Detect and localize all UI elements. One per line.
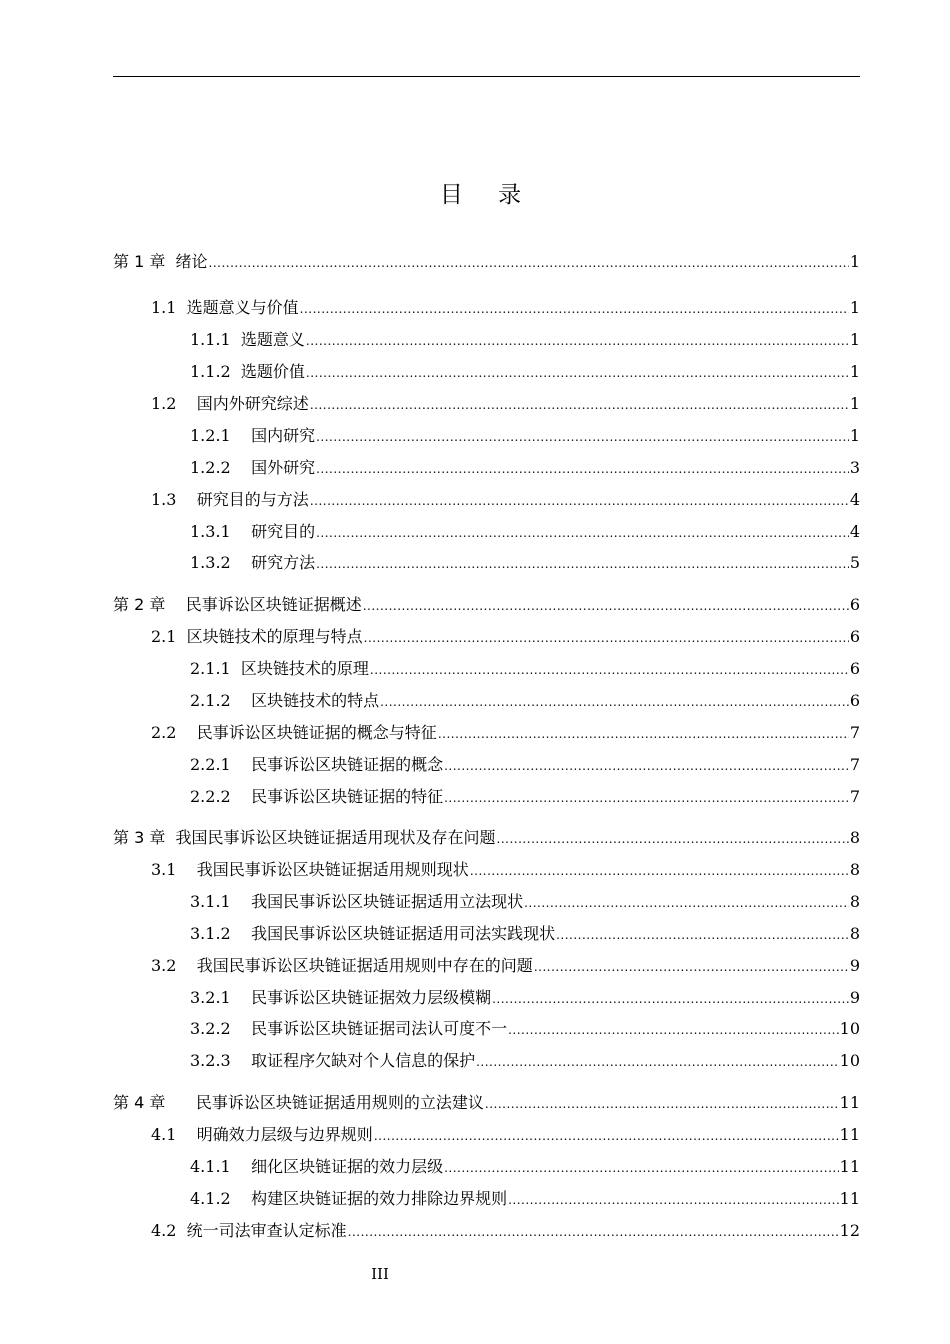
toc-entry-label: 研究目的 <box>251 522 316 541</box>
toc-entry-label: 区块链技术的特点 <box>251 691 380 710</box>
toc-entry-page: 6 <box>849 595 860 614</box>
toc-entry-number: 2.2.1 <box>190 755 252 774</box>
toc-dot-leader <box>380 690 849 714</box>
toc-entry-number: 2.1 <box>151 627 187 646</box>
toc-entry-number: 3.2 <box>151 956 197 975</box>
toc-entry-label: 我国民事诉讼区块链证据适用立法现状 <box>251 892 524 911</box>
toc-entry-number: 3.1.1 <box>190 892 252 911</box>
toc-dot-leader <box>470 859 849 883</box>
toc-entry-number: 4.1 <box>151 1125 197 1144</box>
toc-entry-label: 民事诉讼区块链证据适用规则的立法建议 <box>195 1093 484 1112</box>
toc-entry[interactable] <box>190 1187 860 1211</box>
toc-entry-page: 1 <box>849 426 860 445</box>
toc-entry-page: 7 <box>849 755 860 774</box>
toc-dot-leader <box>492 987 849 1011</box>
toc-entry-page: 8 <box>849 860 860 879</box>
toc-entry-label: 民事诉讼区块链证据的特征 <box>251 787 444 806</box>
toc-entry-page: 6 <box>849 659 860 678</box>
toc-dot-leader <box>476 1050 839 1074</box>
toc-entry-number: 1.1.2 <box>190 362 241 381</box>
toc-entry[interactable] <box>151 954 860 978</box>
toc-entry-number: 3.2.2 <box>190 1019 252 1038</box>
toc-entry-number: 第 4 章 <box>113 1093 196 1112</box>
toc-entry[interactable] <box>151 1219 860 1243</box>
toc-entry-label: 选题意义 <box>240 330 305 349</box>
toc-entry[interactable] <box>190 657 860 681</box>
toc-dot-leader <box>370 658 849 682</box>
toc-entry-label: 民事诉讼区块链证据效力层级模糊 <box>251 988 492 1007</box>
toc-entry-page: 10 <box>839 1051 860 1070</box>
toc-entry-page: 9 <box>849 988 860 1007</box>
toc-dot-leader <box>300 297 849 321</box>
page-title: 目 录 <box>439 182 536 208</box>
toc-entry-number: 1.2.2 <box>190 458 252 477</box>
toc-entry-number: 3.2.1 <box>190 988 252 1007</box>
page-number: III <box>371 1265 389 1283</box>
toc-entry-number: 2.1.1 <box>190 659 241 678</box>
toc-entry[interactable] <box>151 721 860 745</box>
toc-entry-page: 5 <box>849 553 860 572</box>
toc-entry-page: 8 <box>849 828 860 847</box>
toc-entry[interactable] <box>190 551 860 575</box>
toc-entry-page: 7 <box>849 723 860 742</box>
toc-dot-leader <box>310 489 849 513</box>
toc-entry-page: 12 <box>839 1221 860 1240</box>
toc-entry[interactable] <box>190 360 860 384</box>
toc-dot-leader <box>508 1188 839 1212</box>
toc-dot-leader <box>374 1124 839 1148</box>
toc-entry-number: 1.1.1 <box>190 330 241 349</box>
toc-entry[interactable] <box>190 753 860 777</box>
toc-entry[interactable] <box>151 488 860 512</box>
toc-dot-leader <box>316 521 849 545</box>
toc-dot-leader <box>348 1220 839 1244</box>
toc-dot-leader <box>364 626 849 650</box>
toc-entry-number: 1.1 <box>151 298 187 317</box>
toc-dot-leader <box>306 361 849 385</box>
toc-entry-label: 我国民事诉讼区块链证据适用司法实践现状 <box>251 924 556 943</box>
toc-entry[interactable] <box>190 986 860 1010</box>
toc-entry[interactable] <box>190 424 860 448</box>
toc-entry-number: 1.3.1 <box>190 522 252 541</box>
toc-entry-number: 3.2.3 <box>190 1051 252 1070</box>
toc-entry-number: 第 2 章 <box>113 595 186 614</box>
toc-dot-leader <box>444 786 849 810</box>
toc-dot-leader <box>485 1092 839 1116</box>
toc-entry-label: 研究目的与方法 <box>196 490 309 509</box>
toc-dot-leader <box>444 754 849 778</box>
toc-entry-label: 我国民事诉讼区块链证据适用现状及存在问题 <box>175 828 496 847</box>
toc-entry-number: 1.2.1 <box>190 426 252 445</box>
toc-entry-number: 1.3.2 <box>190 553 252 572</box>
toc-entry-page: 7 <box>849 787 860 806</box>
toc-entry-label: 国内外研究综述 <box>196 394 309 413</box>
toc-dot-leader <box>316 457 849 481</box>
toc-entry[interactable] <box>151 392 860 416</box>
toc-dot-leader <box>316 425 849 449</box>
toc-dot-leader <box>497 827 849 851</box>
toc-entry[interactable] <box>190 328 860 352</box>
toc-entry-label: 细化区块链证据的效力层级 <box>251 1157 444 1176</box>
toc-entry-page: 6 <box>849 627 860 646</box>
toc-entry-label: 选题意义与价值 <box>186 298 299 317</box>
toc-entry[interactable] <box>190 1017 860 1041</box>
toc-entry[interactable] <box>190 1155 860 1179</box>
toc-dot-leader <box>556 923 849 947</box>
toc-entry[interactable] <box>151 858 860 882</box>
toc-dot-leader <box>508 1018 839 1042</box>
toc-dot-leader <box>306 329 849 353</box>
toc-entry[interactable] <box>190 1049 860 1073</box>
toc-dot-leader <box>363 594 849 618</box>
toc-entry-label: 民事诉讼区块链证据概述 <box>185 595 362 614</box>
toc-entry-number: 第 3 章 <box>113 828 176 847</box>
toc-entry-page: 8 <box>849 892 860 911</box>
toc-entry[interactable] <box>190 520 860 544</box>
toc-entry-number: 4.1.1 <box>190 1157 252 1176</box>
toc-entry-page: 11 <box>839 1189 860 1208</box>
toc-entry-number: 4.2 <box>151 1221 187 1240</box>
toc-entry-label: 我国民事诉讼区块链证据适用规则现状 <box>196 860 469 879</box>
toc-entry-page: 11 <box>839 1125 860 1144</box>
toc-entry-page: 1 <box>849 362 860 381</box>
toc-entry-label: 统一司法审查认定标准 <box>186 1221 347 1240</box>
toc-entry[interactable] <box>151 625 860 649</box>
toc-entry-label: 区块链技术的原理 <box>240 659 369 678</box>
toc-dot-leader <box>438 722 849 746</box>
toc-dot-leader <box>209 251 849 275</box>
toc-entry-page: 10 <box>839 1019 860 1038</box>
toc-entry-number: 2.2 <box>151 723 197 742</box>
toc-dot-leader <box>534 955 849 979</box>
toc-entry[interactable] <box>113 593 860 617</box>
toc-entry-page: 4 <box>849 490 860 509</box>
toc-entry-number: 第 1 章 <box>113 252 176 271</box>
toc-entry-page: 8 <box>849 924 860 943</box>
toc-entry-label: 民事诉讼区块链证据的概念 <box>251 755 444 774</box>
toc-entry-label: 绪论 <box>175 252 208 271</box>
toc-entry-number: 3.1 <box>151 860 197 879</box>
toc-entry-number: 4.1.2 <box>190 1189 252 1208</box>
toc-entry-page: 1 <box>849 298 860 317</box>
toc-entry[interactable] <box>113 826 860 850</box>
toc-entry-page: 3 <box>849 458 860 477</box>
toc-entry-label: 我国民事诉讼区块链证据适用规则中存在的问题 <box>196 956 533 975</box>
toc-entry-page: 9 <box>849 956 860 975</box>
toc-entry-number: 1.3 <box>151 490 197 509</box>
toc-entry-label: 国外研究 <box>251 458 316 477</box>
toc-entry-label: 取证程序欠缺对个人信息的保护 <box>251 1051 476 1070</box>
toc-entry[interactable] <box>190 785 860 809</box>
toc-entry[interactable] <box>190 689 860 713</box>
toc-dot-leader <box>524 891 849 915</box>
toc-entry-page: 4 <box>849 522 860 541</box>
toc-entry-page: 1 <box>849 330 860 349</box>
toc-entry[interactable] <box>190 922 860 946</box>
toc-entry[interactable] <box>113 250 860 274</box>
toc-entry-label: 民事诉讼区块链证据司法认可度不一 <box>251 1019 508 1038</box>
toc-entry[interactable] <box>190 456 860 480</box>
toc-entry-page: 1 <box>849 252 860 271</box>
toc-entry-label: 民事诉讼区块链证据的概念与特征 <box>196 723 437 742</box>
toc-entry-number: 2.2.2 <box>190 787 252 806</box>
toc-entry-label: 选题价值 <box>240 362 305 381</box>
toc-entry-page: 11 <box>839 1093 860 1112</box>
toc-dot-leader <box>316 552 849 576</box>
toc-entry-label: 国内研究 <box>251 426 316 445</box>
toc-dot-leader <box>444 1156 839 1180</box>
toc-entry[interactable] <box>151 1123 860 1147</box>
toc-entry-label: 明确效力层级与边界规则 <box>196 1125 373 1144</box>
toc-entry-page: 1 <box>849 394 860 413</box>
toc-entry-page: 6 <box>849 691 860 710</box>
toc-entry-number: 3.1.2 <box>190 924 252 943</box>
toc-entry-number: 2.1.2 <box>190 691 252 710</box>
toc-entry[interactable] <box>190 890 860 914</box>
toc-dot-leader <box>310 393 849 417</box>
toc-entry[interactable] <box>113 1091 860 1115</box>
toc-entry-label: 构建区块链证据的效力排除边界规则 <box>251 1189 508 1208</box>
toc-entry[interactable] <box>151 296 860 320</box>
toc-entry-page: 11 <box>839 1157 860 1176</box>
toc-entry-number: 1.2 <box>151 394 197 413</box>
toc-entry-label: 区块链技术的原理与特点 <box>186 627 363 646</box>
toc-entry-label: 研究方法 <box>251 553 316 572</box>
